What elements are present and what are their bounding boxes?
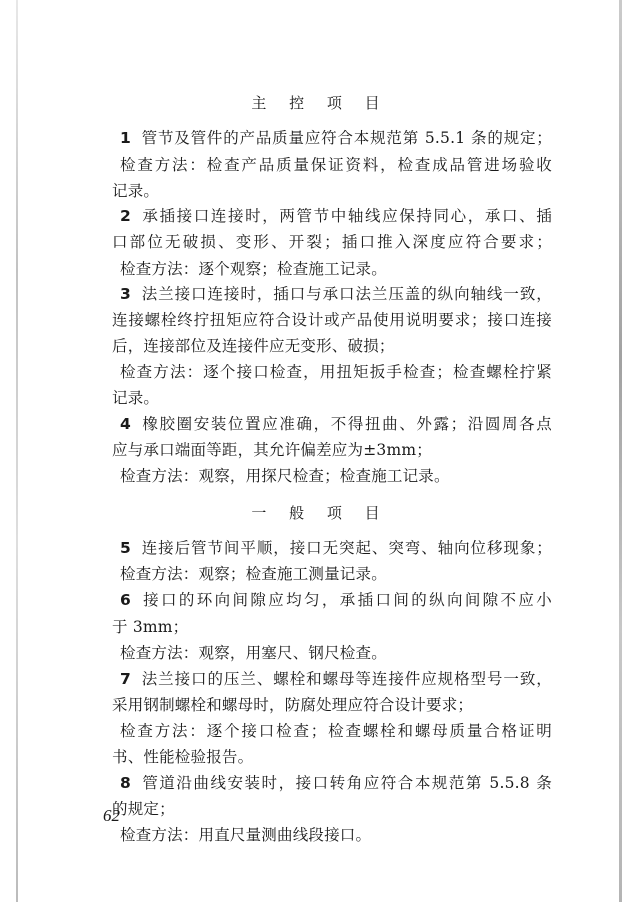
item-4-number: 4 bbox=[120, 415, 131, 433]
item-3-number: 3 bbox=[120, 285, 131, 303]
item-2-number: 2 bbox=[120, 207, 131, 225]
item-6-number: 6 bbox=[120, 591, 131, 609]
item-3-line-2: 连接螺栓终拧扭矩应符合设计或产品使用说明要求；接口连接 bbox=[112, 311, 552, 329]
item-6-line-2: 于 3mm； bbox=[112, 618, 189, 636]
section-title-general: 一 般 项 目 bbox=[251, 504, 389, 522]
item-2-check-1: 检查方法：逐个观察；检查施工记录。 bbox=[120, 260, 387, 278]
item-4-line-2: 应与承口端面等距，其允许偏差应为±3mm； bbox=[112, 441, 432, 459]
item-7-number: 7 bbox=[120, 670, 131, 688]
scan-edge-left bbox=[16, 0, 18, 902]
item-1-check-2: 记录。 bbox=[112, 182, 160, 200]
item-8-check-1: 检查方法：用直尺量测曲线段接口。 bbox=[120, 826, 372, 844]
item-4-check-1: 检查方法：观察，用探尺检查；检查施工记录。 bbox=[120, 467, 450, 485]
item-7-check-1: 检查方法：逐个接口检查；检查螺栓和螺母质量合格证明 bbox=[120, 722, 552, 740]
item-8-line-2: 的规定； bbox=[112, 800, 175, 818]
item-3-line-3: 后，连接部位及连接件应无变形、破损； bbox=[112, 337, 395, 355]
item-7-check-2: 书、性能检验报告。 bbox=[112, 748, 254, 766]
item-6-check-1: 检查方法：观察，用塞尺、钢尺检查。 bbox=[120, 644, 387, 662]
scan-edge-right bbox=[619, 0, 622, 902]
item-1-number: 1 bbox=[120, 129, 131, 147]
item-8-line-1: 8 管道沿曲线安装时，接口转角应符合本规范第 5.5.8 条 bbox=[120, 774, 552, 792]
item-1-check-1: 检查方法：检查产品质量保证资料，检查成品管进场验收 bbox=[120, 156, 552, 174]
item-3-line-1: 3 法兰接口连接时，插口与承口法兰压盖的纵向轴线一致， bbox=[120, 285, 552, 303]
item-8-number: 8 bbox=[120, 774, 131, 792]
item-2-line-2: 口部位无破损、变形、开裂；插口推入深度应符合要求； bbox=[112, 233, 552, 251]
item-2-line-1: 2 承插接口连接时，两管节中轴线应保持同心，承口、插 bbox=[120, 207, 552, 225]
item-5-line-1: 5 连接后管节间平顺，接口无突起、突弯、轴向位移现象； bbox=[120, 539, 552, 557]
item-1-line-1: 1 管节及管件的产品质量应符合本规范第 5.5.1 条的规定； bbox=[120, 129, 552, 147]
item-5-number: 5 bbox=[120, 539, 131, 557]
item-3-check-2: 记录。 bbox=[112, 389, 160, 407]
item-5-check-1: 检查方法：观察；检查施工测量记录。 bbox=[120, 565, 387, 583]
item-3-check-1: 检查方法：逐个接口检查，用扭矩扳手检查；检查螺栓拧紧 bbox=[120, 363, 552, 381]
item-6-line-1: 6 接口的环向间隙应均匀，承插口间的纵向间隙不应小 bbox=[120, 591, 552, 609]
item-4-line-1: 4 橡胶圈安装位置应准确，不得扭曲、外露；沿圆周各点 bbox=[120, 415, 552, 433]
item-7-line-1: 7 法兰接口的压兰、螺栓和螺母等连接件应规格型号一致， bbox=[120, 670, 552, 688]
item-7-line-2: 采用钢制螺栓和螺母时，防腐处理应符合设计要求； bbox=[112, 696, 474, 714]
page-number: 62 bbox=[103, 806, 120, 825]
section-title-main: 主 控 项 目 bbox=[251, 94, 389, 112]
